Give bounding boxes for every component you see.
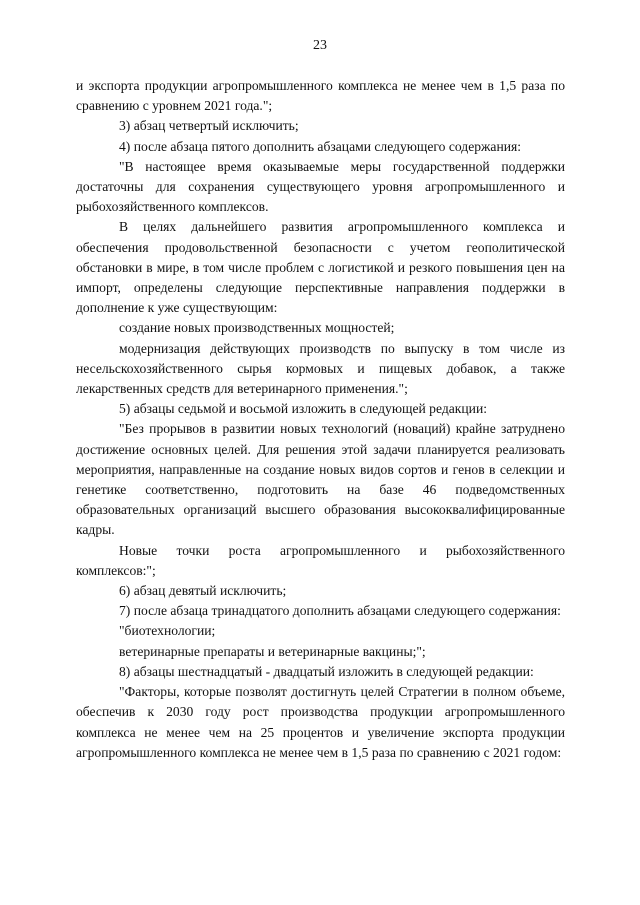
paragraph-continuation: и экспорта продукции агропромышленного комплекса не менее чем в 1,5 раза по сравнению с уровнем 2021 года."; xyxy=(76,78,565,114)
paragraph-development-directions: В целях дальнейшего развития агропромышленного комплекса и обеспечения продовольственной безопасности с учетом геополитической обстановки в мире, в том числе проблем с логистикой и резкого повышения цен на импорт, определены следующие перспективные направления поддержки в дополнение к уже существующим: xyxy=(76,219,565,316)
paragraph-item-3: 3) абзац четвертый исключить; xyxy=(119,118,299,134)
paragraph-quote-support-measures: "В настоящее время оказываемые меры государственной поддержки достаточны для сохранения существующего уровня агропромышленного и рыбохозяйственного комплексов. xyxy=(76,158,565,215)
paragraph-veterinary: ветеринарные препараты и ветеринарные вакцины;"; xyxy=(119,643,426,659)
paragraph-item-5: 5) абзацы седьмой и восьмой изложить в следующей редакции: xyxy=(119,401,487,417)
document-body xyxy=(76,76,565,763)
page-number: 23 xyxy=(313,38,327,53)
paragraph-item-4: 4) после абзаца пятого дополнить абзацами следующего содержания: xyxy=(119,138,522,154)
paragraph-item-6: 6) абзац девятый исключить; xyxy=(119,583,287,599)
paragraph-item-8: 8) абзацы шестнадцатый - двадцатый изложить в следующей редакции: xyxy=(119,663,534,679)
paragraph-biotechnology: "биотехнологии; xyxy=(119,623,216,639)
paragraph-quote-technologies: "Без прорывов в развитии новых технологий (новаций) крайне затруднено достижение основных целей. Для решения этой задачи планируется реализовать мероприятия, направленные на создание новых видов сортов и генов в селекции и генетике соответственно, подготовить на базе 46 подведомственных образовательных организаций высшего образования высококвалифицированные кадры. xyxy=(76,421,565,538)
paragraph-quote-factors: "Факторы, которые позволят достигнуть целей Стратегии в полном объеме, обеспечив к 2030 году рост производства продукции агропромышленного комплекса не менее чем на 25 процентов и увеличение экспорта продукции агропромышленного комплекса не менее чем в 1,5 раза по сравнению с 2021 годом: xyxy=(76,684,565,760)
paragraph-modernization: модернизация действующих производств по выпуску в том числе из несельскохозяйственного сырья кормовых и пищевых добавок, а также лекарственных средств для ветеринарного применения."; xyxy=(76,340,565,397)
paragraph-new-capacities: создание новых производственных мощностей; xyxy=(119,320,395,336)
paragraph-item-7: 7) после абзаца тринадцатого дополнить абзацами следующего содержания: xyxy=(119,603,561,619)
paragraph-growth-points: Новые точки роста агропромышленного и рыбохозяйственного комплексов:"; xyxy=(76,542,565,578)
